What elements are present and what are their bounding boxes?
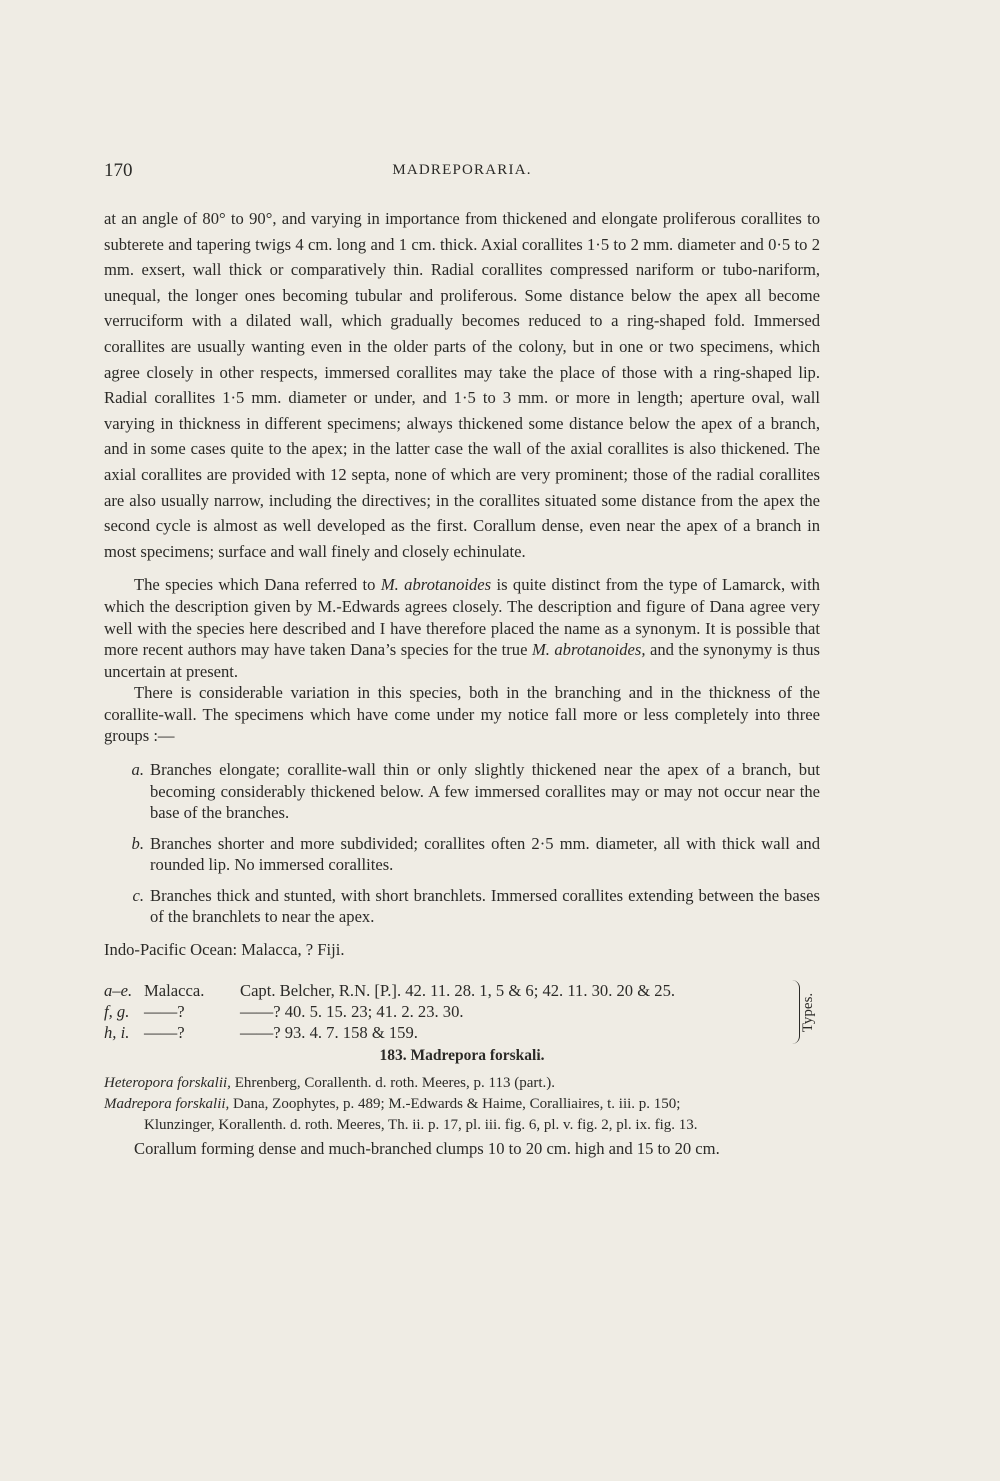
synonym-name: Madrepora forskalii, bbox=[104, 1095, 230, 1112]
p2-taxon-2: M. abrotanoides, bbox=[531, 640, 646, 660]
group-text: Branches shorter and more subdivided; corallites often 2·5 mm. diameter, all with thick wall and rounded lip. No immersed corallites. bbox=[150, 833, 820, 875]
page-number: 170 bbox=[104, 160, 133, 181]
group-label: a. bbox=[131, 760, 144, 780]
p2-taxon-1: M. abrotanoides bbox=[380, 575, 492, 595]
synonymy-list bbox=[104, 1073, 820, 1136]
p2-text-1: The species which Dana referred to bbox=[134, 575, 381, 595]
specimen-data: ——? 40. 5. 15. 23; 41. 2. 23. 30. bbox=[240, 1002, 464, 1022]
locality: Indo-Pacific Ocean: Malacca, ? Fiji. bbox=[104, 939, 345, 959]
specimen-locality: Malacca. bbox=[144, 981, 205, 1001]
page-header bbox=[104, 160, 820, 190]
species-description: Corallum forming dense and much-branched clumps 10 to 20 cm. high and 15 to 20 cm. bbox=[134, 1138, 720, 1158]
p2-text-2: is quite distinct from the type of Lamarck, with which the description given by M.-Edwards agrees closely. The description and figure of Dana agree very well with the species here described and I have therefore placed the name as a synonym. It is possible that more recent authors may have taken Dana’s species for the true bbox=[104, 575, 820, 660]
specimen-locality: ——? bbox=[144, 1002, 185, 1022]
specimen-data: Capt. Belcher, R.N. [P.]. 42. 11. 28. 1, 5 & 6; 42. 11. 30. 20 & 25. bbox=[240, 981, 676, 1001]
synonymy-entry bbox=[104, 1115, 820, 1136]
specimen-row bbox=[104, 980, 820, 1001]
group-text: Branches elongate; corallite-wall thin or only slightly thickened near the apex of a branch, but becoming considerably thickened below. A few immersed corallites may or may not occur near the base of the branches. bbox=[150, 760, 820, 823]
p2-text-3: and the synonymy is thus uncertain at present. bbox=[104, 640, 820, 681]
specimen-locality: ——? bbox=[144, 1023, 185, 1043]
body-text bbox=[104, 206, 820, 1161]
running-title: MADREPORARIA. bbox=[392, 162, 532, 178]
types-label: Types. bbox=[799, 992, 816, 1033]
specimen-row bbox=[104, 1001, 820, 1022]
synonym-reference: Klunzinger, Korallenth. d. roth. Meeres, Th. ii. p. 17, pl. iii. fig. 6, pl. v. fig. 2, pl. ix. fig. 13. bbox=[144, 1116, 698, 1133]
species-heading: 183. Madrepora forskali. bbox=[379, 1047, 545, 1065]
group-item bbox=[104, 833, 820, 876]
specimen-label: a–e. bbox=[104, 981, 133, 1001]
group-text: Branches thick and stunted, with short branchlets. Immersed corallites extending between the bases of the branchlets to near the apex. bbox=[150, 885, 820, 927]
specimen-row bbox=[104, 1022, 820, 1043]
synonym-name: Heteropora forskalii, bbox=[104, 1074, 231, 1091]
specimen-label: f, g. bbox=[104, 1002, 130, 1022]
group-list bbox=[104, 759, 820, 928]
group-label: b. bbox=[131, 833, 144, 853]
specimen-data: ——? 93. 4. 7. 158 & 159. bbox=[240, 1023, 418, 1043]
paragraph-variation: There is considerable variation in this species, both in the branching and in the thickness of the corallite-wall. The specimens which have come under my notice fall more or less completely into three groups :— bbox=[104, 683, 820, 746]
group-item bbox=[104, 885, 820, 928]
synonym-reference: Ehrenberg, Corallenth. d. roth. Meeres, p. 113 (part.). bbox=[230, 1074, 556, 1091]
synonymy-entry bbox=[104, 1094, 820, 1115]
group-label: c. bbox=[132, 885, 144, 905]
synonym-reference: Dana, Zoophytes, p. 489; M.-Edwards & Haime, Coralliaires, t. iii. p. 150; bbox=[229, 1095, 681, 1112]
paragraph-description: at an angle of 80° to 90°, and varying in importance from thickened and elongate proliferous corallites to subterete and tapering twigs 4 cm. long and 1 cm. thick. Axial corallites 1·5 to 2 mm. diameter and 0·5 to 2 mm. exsert, wall thick or comparatively thin. Radial corallites compressed nariform or tubo-nariform, unequal, the longer ones becoming tubular and proliferous. Some distance below the apex all become verruciform with a dilated wall, which gradually becomes reduced to a ring-shaped fold. Immersed corallites are usually wanting even in the older parts of the colony, but in one or two specimens, which agree closely in other respects, immersed corallites may take the place of those with a ring-shaped lip. Radial corallites 1·5 mm. diameter or under, and 1·5 to 3 mm. or more in length; aperture oval, wall varying in thickness in different specimens; always thickened some distance below the apex of a branch, and in some cases quite to the apex; in the latter case the wall of the axial corallites is also thickened. The axial corallites are provided with 12 septa, none of which are very prominent; those of the radial corallites are also usually narrow, including the directives; in the corallites situated some distance from the apex the second cycle is almost as well developed as the first. Corallum dense, even near the apex of a branch in most specimens; surface and wall finely and closely echinulate. bbox=[104, 209, 820, 561]
specimen-list bbox=[104, 980, 820, 1043]
specimen-label: h, i. bbox=[104, 1023, 130, 1043]
paragraph-synonymy-note bbox=[104, 574, 820, 682]
group-item bbox=[104, 759, 820, 824]
synonymy-entry bbox=[104, 1073, 820, 1094]
